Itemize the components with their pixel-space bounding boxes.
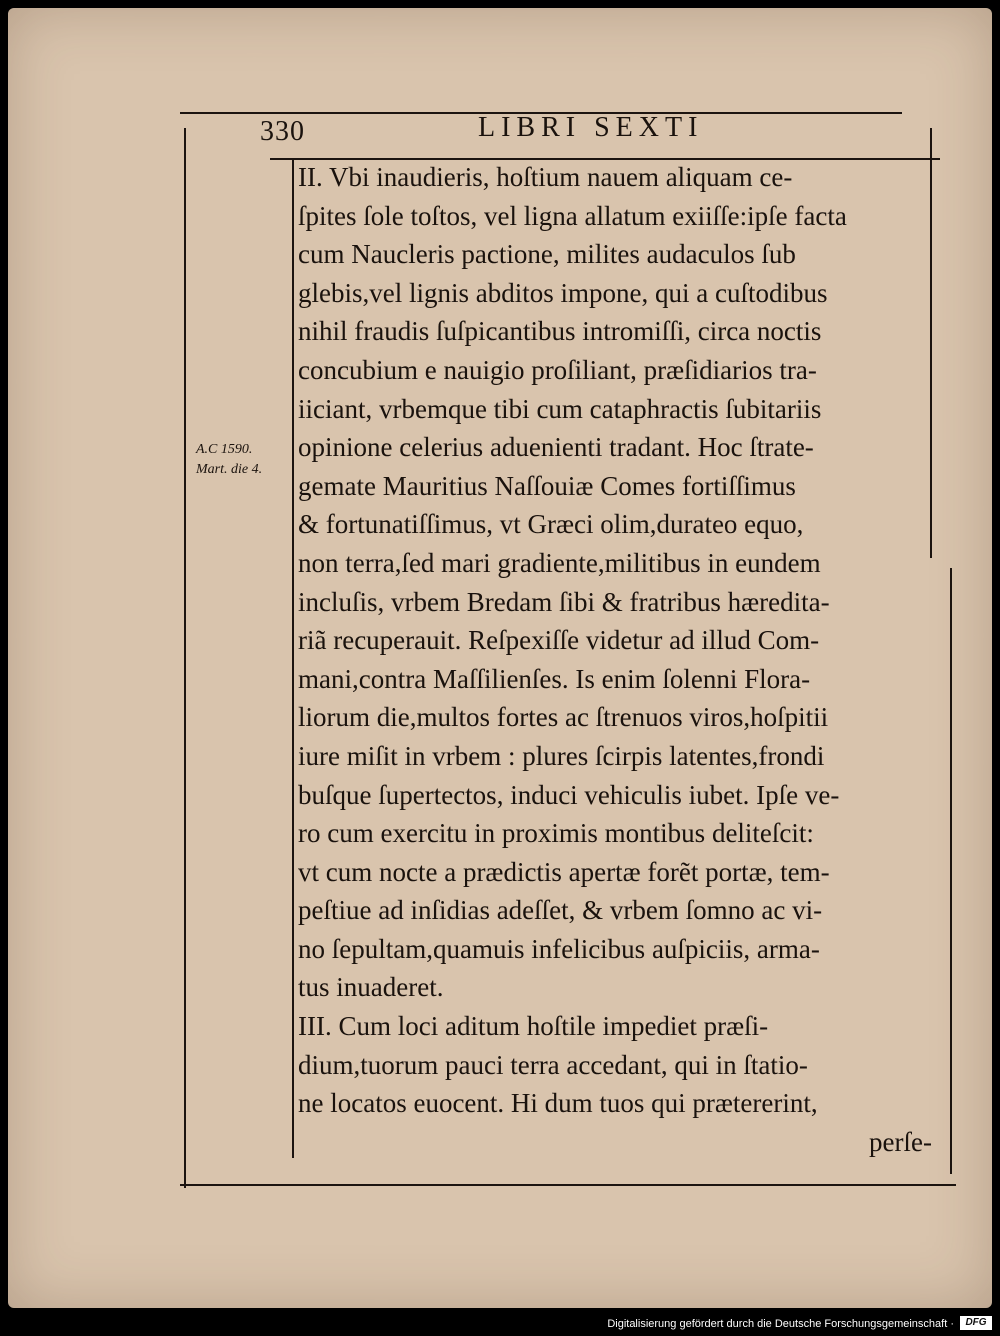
running-head: LIBRI SEXTI — [478, 112, 704, 143]
text-line: non terra,ſed mari gradiente,militibus in eundem — [298, 547, 821, 578]
margin-note — [196, 440, 262, 480]
margin-note-line: Mart. die 4. — [196, 462, 263, 477]
text-line: no ſepultam,quamuis infelicibus auſpiciis, arma- — [298, 933, 820, 964]
text-line: III. Cum loci aditum hoſtile impediet præſi- — [298, 1011, 769, 1042]
footer-credit: Digitalisierung gefördert durch die Deutsche Forschungsgemeinschaft · — [607, 1318, 954, 1330]
text-right-rule-lower — [950, 568, 952, 1174]
body-text — [298, 158, 938, 1161]
text-line: glebis,vel lignis abditos impone, qui a cuſtodibus — [298, 277, 828, 308]
text-line: opinione celerius aduenienti tradant. Hoc ſtrate- — [298, 432, 814, 463]
text-line: cum Naucleris pactione, milites audaculos ſub — [298, 239, 796, 270]
text-line: buſque ſupertectos, induci vehiculis iubet. Ipſe ve- — [298, 779, 840, 810]
text-line: dium,tuorum pauci terra accedant, qui in ſtatio- — [298, 1049, 808, 1080]
text-line: ſpites ſole toſtos, vel ligna allatum exiiſſe:ipſe facta — [298, 200, 847, 231]
left-margin-rule — [184, 128, 186, 1188]
catchword: perſe- — [869, 1126, 932, 1157]
text-line: mani,contra Maſſilienſes. Is enim ſolenni Flora- — [298, 663, 811, 694]
text-line: vt cum nocte a prædictis apertæ forẽt portæ, tem- — [298, 856, 830, 887]
text-line: iiciant, vrbemque tibi cum cataphractis ſubitariis — [298, 393, 822, 424]
text-line: ne locatos euocent. Hi dum tuos qui prætererint, — [298, 1088, 818, 1119]
text-line: II. Vbi inaudieris, hoſtium nauem aliquam ce- — [298, 162, 793, 192]
bottom-rule — [180, 1184, 956, 1186]
text-line: iure miſit in vrbem : plures ſcirpis latentes,frondi — [298, 740, 825, 771]
text-line: liorum die,multos fortes ac ſtrenuos viros,hoſpitii — [298, 702, 829, 733]
page-number: 330 — [260, 116, 305, 147]
text-line: & fortunatiſſimus, vt Græci olim,durateo equo, — [298, 509, 804, 540]
margin-note-line: A.C 1590. — [196, 442, 253, 457]
dfg-logo: DFG — [960, 1316, 992, 1330]
text-line: nihil fraudis ſuſpicantibus intromiſſi, circa noctis — [298, 316, 822, 347]
text-line: incluſis, vrbem Bredam ſibi & fratribus hæredita- — [298, 586, 830, 617]
text-line: riã recuperauit. Reſpexiſſe videtur ad illud Com- — [298, 625, 820, 656]
text-line: ro cum exercitu in proximis montibus deliteſcit: — [298, 818, 814, 849]
footer-bar — [0, 1310, 1000, 1336]
text-left-rule — [292, 158, 294, 1158]
text-line: peſtiue ad inſidias adeſſet, & vrbem ſomno ac vi- — [298, 895, 823, 926]
text-line: concubium e nauigio proſiliant, præſidiarios tra- — [298, 354, 817, 385]
text-line: tus inuaderet. — [298, 972, 444, 1003]
text-line: gemate Mauritius Naſſouiæ Comes fortiſſimus — [298, 470, 796, 501]
